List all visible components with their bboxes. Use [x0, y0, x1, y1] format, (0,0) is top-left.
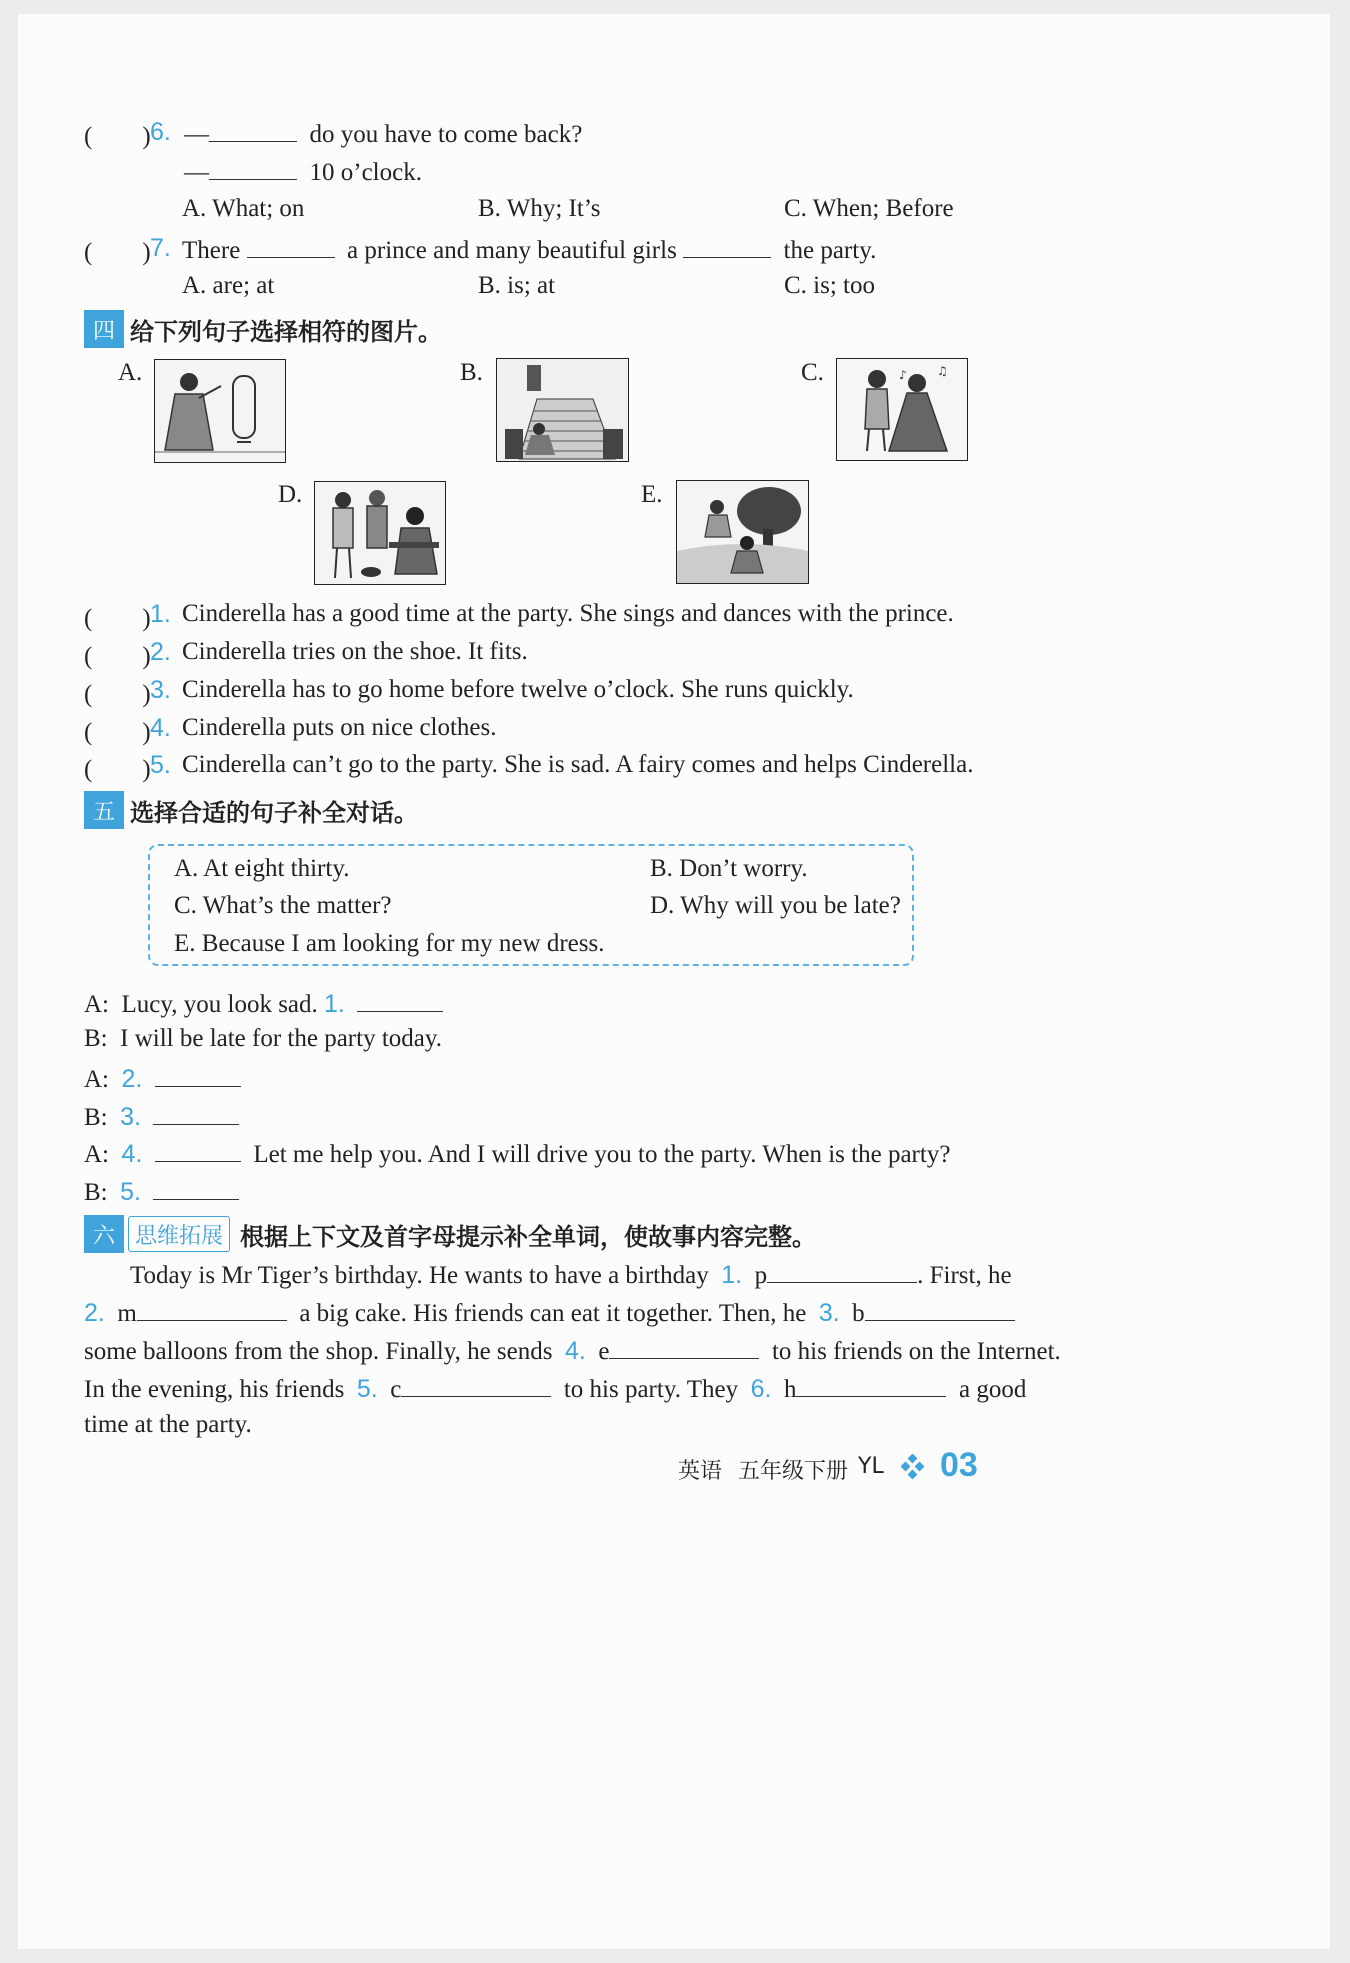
section-badge: 六	[84, 1215, 124, 1253]
answer-bracket[interactable]: ( )	[84, 605, 151, 632]
item-number: 1.	[150, 600, 171, 628]
item-text: Cinderella puts on nice clothes.	[182, 714, 497, 741]
item-number: 4.	[150, 714, 171, 742]
section-title: 选择合适的句子补全对话。	[130, 798, 418, 827]
footer-edition: YL	[858, 1454, 884, 1479]
answer-blank[interactable]	[796, 1372, 946, 1397]
dialog-line: A: Lucy, you look sad. 1.	[84, 987, 443, 1020]
answer-blank[interactable]	[767, 1258, 917, 1283]
story-line-2: 2. m a big cake. His friends can eat it together. Then, he 3. b	[84, 1296, 1015, 1329]
section-tag: 思维拓展	[128, 1216, 230, 1252]
story-line-5: time at the party.	[84, 1411, 252, 1438]
option-a: A. are; at	[182, 272, 275, 299]
picture-a	[154, 359, 286, 463]
question-number: 6.	[150, 118, 171, 146]
option-d: D. Why will you be late?	[650, 892, 901, 919]
section-title: 根据上下文及首字母提示补全单词，使故事内容完整。	[240, 1222, 817, 1251]
picture-label: B.	[460, 359, 483, 386]
option-a: A. At eight thirty.	[174, 855, 350, 882]
picture-label: C.	[801, 359, 824, 386]
answer-blank[interactable]	[683, 233, 771, 258]
dialog-line: B: I will be late for the party today.	[84, 1025, 442, 1052]
item-number: 3.	[150, 676, 171, 704]
option-b: B. Why; It’s	[478, 195, 601, 222]
section-4-header	[84, 310, 442, 348]
answer-bracket[interactable]: ( )	[84, 756, 151, 783]
answer-blank[interactable]	[209, 117, 297, 142]
option-c: C. What’s the matter?	[174, 892, 392, 919]
dialog-line: B: 3.	[84, 1100, 239, 1133]
footer-subject: 英语	[678, 1459, 723, 1484]
picture-label: A.	[118, 359, 143, 386]
story-line-1: Today is Mr Tiger’s birthday. He wants to have a birthday 1. p . First, he	[130, 1258, 1012, 1291]
picture-c	[836, 358, 968, 461]
option-a: A. What; on	[182, 195, 305, 222]
item-number: 5.	[150, 751, 171, 779]
q6-line2: — 10 o’clock.	[184, 155, 422, 188]
option-e: E. Because I am looking for my new dress.	[174, 930, 605, 957]
answer-blank[interactable]	[357, 987, 443, 1012]
answer-blank[interactable]	[153, 1100, 239, 1125]
answer-blank[interactable]	[865, 1296, 1015, 1321]
option-c: C. is; too	[784, 272, 875, 299]
section-5-header	[84, 791, 418, 829]
picture-e	[676, 480, 809, 584]
item-text: Cinderella has to go home before twelve o’clock. She runs quickly.	[182, 676, 854, 703]
section-badge: 四	[84, 310, 124, 348]
diamond-icon	[901, 1454, 925, 1485]
option-b: B. Don’t worry.	[650, 855, 808, 882]
picture-b	[496, 358, 629, 462]
answer-bracket[interactable]: ( )	[84, 681, 151, 708]
question-number: 7.	[150, 234, 171, 262]
dialog-line: B: 5.	[84, 1175, 239, 1208]
picture-label: E.	[641, 481, 663, 508]
q6-line1: — do you have to come back?	[184, 117, 582, 150]
section-badge: 五	[84, 791, 124, 829]
item-text: Cinderella has a good time at the party. She sings and dances with the prince.	[182, 600, 954, 627]
answer-blank[interactable]	[209, 155, 297, 180]
workbook-page	[18, 14, 1330, 1949]
picture-label: D.	[278, 481, 303, 508]
answer-blank[interactable]	[401, 1372, 551, 1397]
option-b: B. is; at	[478, 272, 556, 299]
answer-blank[interactable]	[155, 1062, 241, 1087]
footer-grade: 五年级下册	[738, 1459, 849, 1484]
picture-d	[314, 481, 446, 585]
section-6-header	[84, 1215, 816, 1253]
item-number: 2.	[150, 638, 171, 666]
answer-blank[interactable]	[155, 1137, 241, 1162]
answer-blank[interactable]	[609, 1334, 759, 1359]
option-c: C. When; Before	[784, 195, 954, 222]
page-number: 03	[940, 1446, 978, 1484]
answer-blank[interactable]	[247, 233, 335, 258]
answer-bracket[interactable]: ( )	[84, 719, 151, 746]
answer-blank[interactable]	[153, 1175, 239, 1200]
q7-line: There a prince and many beautiful girls the party.	[182, 233, 876, 266]
item-text: Cinderella can’t go to the party. She is sad. A fairy comes and helps Cinderella.	[182, 751, 974, 778]
answer-bracket[interactable]: ( )	[84, 643, 151, 670]
answer-bracket[interactable]: ( )	[84, 123, 151, 150]
answer-bracket[interactable]: ( )	[84, 239, 151, 266]
dialog-line: A: 2.	[84, 1062, 241, 1095]
section-title: 给下列句子选择相符的图片。	[130, 317, 442, 346]
svg-text:♫: ♫	[937, 364, 948, 378]
story-line-4: In the evening, his friends 5. c to his party. They 6. h a good	[84, 1372, 1026, 1405]
dialog-line: A: 4. Let me help you. And I will drive you to the party. When is the party?	[84, 1137, 950, 1170]
item-text: Cinderella tries on the shoe. It fits.	[182, 638, 528, 665]
story-line-3: some balloons from the shop. Finally, he sends 4. e to his friends on the Internet.	[84, 1334, 1061, 1367]
answer-blank[interactable]	[137, 1296, 287, 1321]
svg-text:♪: ♪	[899, 368, 907, 382]
